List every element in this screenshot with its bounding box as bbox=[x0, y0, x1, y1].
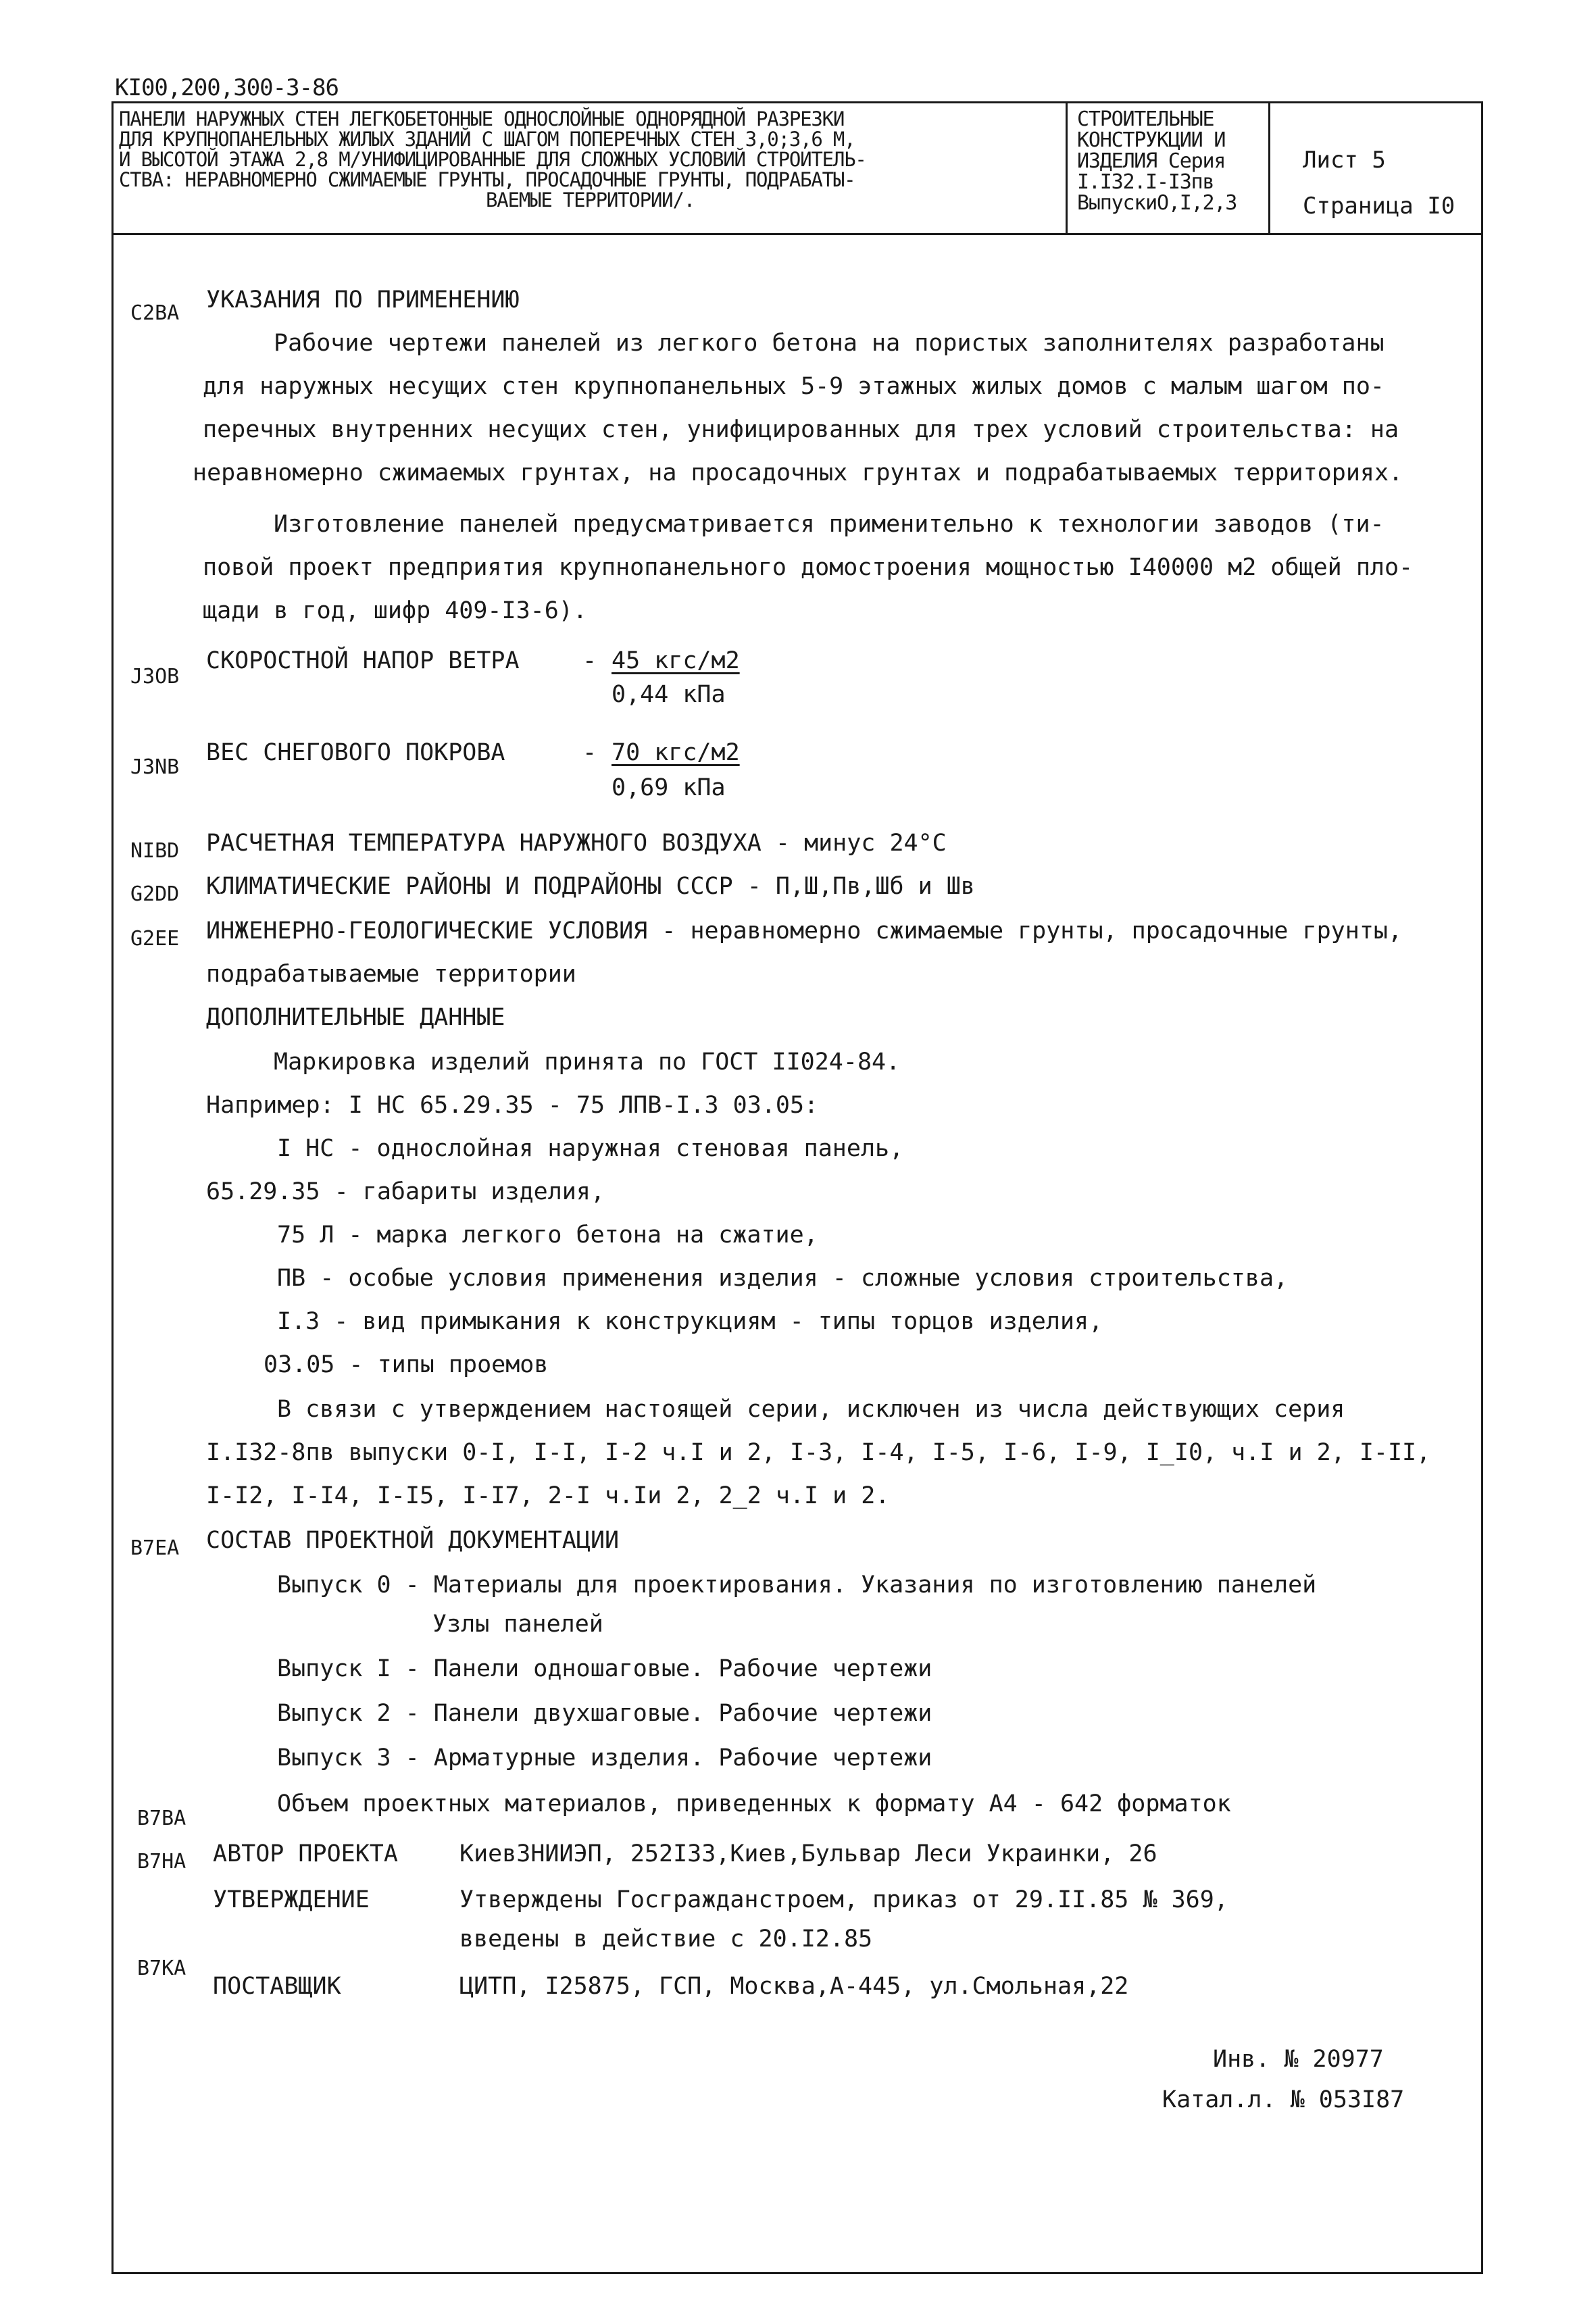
title-line: ВАЕМЫЕ ТЕРРИТОРИИ/. bbox=[486, 188, 695, 211]
series-line: ИЗДЕЛИЯ Серия bbox=[1077, 149, 1226, 173]
margin-code: B7EA bbox=[130, 1536, 180, 1560]
example-item: 03.05 - типы проемов bbox=[264, 1351, 549, 1378]
snow-dash: - bbox=[582, 739, 597, 766]
volume-line: Объем проектных материалов, приведенных к формату А4 - 642 форматок bbox=[277, 1790, 1231, 1817]
replaced-series-line: В связи с утверждением настоящей серии, исключен из числа действующих серия bbox=[277, 1396, 1345, 1423]
title-cell bbox=[114, 103, 1068, 233]
series-line: ВыпускиО,I,2,3 bbox=[1077, 191, 1237, 215]
margin-code: B7KA bbox=[137, 1957, 186, 1980]
sheet-cell bbox=[1270, 103, 1481, 233]
paragraph-line: щади в год, шифр 409-I3-6). bbox=[203, 597, 587, 624]
series-line: I.I32.I-I3пв bbox=[1077, 170, 1214, 194]
title-line: ДЛЯ КРУПНОПАНЕЛЬНЫХ ЖИЛЫХ ЗДАНИЙ С ШАГОМ ПОПЕРЕЧНЫХ СТЕН 3,0;3,6 М, bbox=[119, 128, 855, 151]
margin-code: B7BA bbox=[137, 1807, 186, 1830]
example-item: I НС - однослойная наружная стеновая панель, bbox=[277, 1135, 904, 1162]
issue-line: Выпуск 3 - Арматурные изделия. Рабочие чертежи bbox=[277, 1744, 932, 1771]
series-cell bbox=[1068, 103, 1270, 233]
paragraph-line: Рабочие чертежи панелей из легкого бетона на пористых заполнителях разработаны bbox=[274, 330, 1385, 357]
geology-line: подрабатываемые территории bbox=[206, 961, 576, 988]
wind-value-kgs: 45 кгс/м2 bbox=[612, 647, 740, 674]
inventory-number: Инв. № 20977 bbox=[1213, 2046, 1384, 2073]
example-item: I.3 - вид примыкания к конструкциям - типы торцов изделия, bbox=[277, 1308, 1103, 1335]
snow-value-kgs: 70 кгс/м2 bbox=[612, 739, 740, 766]
title-line: ПАНЕЛИ НАРУЖНЫХ СТЕН ЛЕГКОБЕТОННЫЕ ОДНОСЛОЙНЫЕ ОДНОРЯДНОЙ РАЗРЕЗКИ bbox=[119, 107, 845, 130]
wind-value-kpa: 0,44 кПа bbox=[612, 681, 726, 708]
approval-line: введены в действие с 20.I2.85 bbox=[459, 1926, 873, 1953]
issue-line: Выпуск 0 - Материалы для проектирования. Указания по изготовлению панелей bbox=[277, 1571, 1317, 1599]
margin-code: J3NB bbox=[130, 755, 180, 779]
paragraph-line: Изготовление панелей предусматривается применительно к технологии заводов (ти- bbox=[274, 511, 1385, 538]
marking-standard: Маркировка изделий принята по ГОСТ II024-84. bbox=[274, 1049, 901, 1076]
series-line: КОНСТРУКЦИИ И bbox=[1077, 128, 1226, 152]
design-temperature: РАСЧЕТНАЯ ТЕМПЕРАТУРА НАРУЖНОГО ВОЗДУХА - минус 24°C bbox=[206, 830, 947, 857]
document-code: КI00,200,300-3-86 bbox=[115, 74, 339, 101]
geology-line: ИНЖЕНЕРНО-ГЕОЛОГИЧЕСКИЕ УСЛОВИЯ - неравномерно сжимаемые грунты, просадочные грунты, bbox=[206, 917, 1403, 945]
section-heading-usage: УКАЗАНИЯ ПО ПРИМЕНЕНИЮ bbox=[206, 286, 520, 313]
wind-label: СКОРОСТНОЙ НАПОР ВЕТРА bbox=[206, 647, 520, 674]
wind-dash: - bbox=[582, 647, 597, 674]
catalog-number: Катал.л. № 053I87 bbox=[1162, 2086, 1405, 2113]
climate-regions: КЛИМАТИЧЕСКИЕ РАЙОНЫ И ПОДРАЙОНЫ СССР - П,Ш,Пв,Шб и Шв bbox=[206, 873, 975, 900]
replaced-series-line: I.I32-8пв выпуски 0-I, I-I, I-2 ч.I и 2, I-3, I-4, I-5, I-6, I-9, I_I0, ч.I и 2, I-II, bbox=[206, 1439, 1431, 1466]
paragraph-line: перечных внутренних несущих стен, унифицированных для трех условий строительства: на bbox=[203, 416, 1399, 443]
margin-code: G2DD bbox=[130, 882, 180, 906]
margin-code: NIBD bbox=[130, 839, 180, 863]
example-item: 65.29.35 - габариты изделия, bbox=[206, 1178, 605, 1205]
paragraph-line: для наружных несущих стен крупнопанельных 5-9 этажных жилых домов с малым шагом по- bbox=[203, 373, 1385, 400]
approval-line: Утверждены Госгражданстроем, приказ от 29.II.85 № 369, bbox=[459, 1886, 1228, 1913]
margin-code: C2BA bbox=[130, 301, 180, 325]
example-item: ПВ - особые условия применения изделия - сложные условия строительства, bbox=[277, 1265, 1289, 1292]
issue-line: Узлы панелей bbox=[432, 1611, 603, 1638]
snow-label: ВЕС СНЕГОВОГО ПОКРОВА bbox=[206, 739, 505, 766]
page-frame bbox=[111, 235, 1483, 2274]
margin-code: G2EE bbox=[130, 927, 180, 951]
title-line: СТВА: НЕРАВНОМЕРНО СЖИМАЕМЫЕ ГРУНТЫ, ПРОСАДОЧНЫЕ ГРУНТЫ, ПОДРАБАТЫ- bbox=[119, 168, 855, 191]
supplier-label: ПОСТАВЩИК bbox=[213, 1973, 341, 2000]
issue-line: Выпуск 2 - Панели двухшаговые. Рабочие чертежи bbox=[277, 1700, 932, 1727]
approval-label: УТВЕРЖДЕНИЕ bbox=[213, 1886, 370, 1913]
example-item: 75 Л - марка легкого бетона на сжатие, bbox=[277, 1222, 818, 1249]
margin-code: J3OB bbox=[130, 665, 180, 688]
page-number: Страница I0 bbox=[1303, 193, 1455, 220]
supplier-value: ЦИТП, I25875, ГСП, Москва,А-445, ул.Смольная,22 bbox=[459, 1973, 1129, 2000]
title-block bbox=[111, 101, 1483, 235]
author-label: АВТОР ПРОЕКТА bbox=[213, 1840, 398, 1867]
margin-code: B7HA bbox=[137, 1850, 186, 1873]
title-line: И ВЫСОТОЙ ЭТАЖА 2,8 М/УНИФИЦИРОВАННЫЕ ДЛЯ СЛОЖНЫХ УСЛОВИЙ СТРОИТЕЛЬ- bbox=[119, 148, 866, 171]
sheet-number: Лист 5 bbox=[1303, 147, 1386, 174]
issue-line: Выпуск I - Панели одношаговые. Рабочие чертежи bbox=[277, 1655, 932, 1682]
author-value: КиевЗНИИЭП, 252I33,Киев,Бульвар Леси Украинки, 26 bbox=[459, 1840, 1157, 1867]
paragraph-line: повой проект предприятия крупнопанельного домостроения мощностью I40000 м2 общей пло- bbox=[203, 554, 1414, 581]
replaced-series-line: I-I2, I-I4, I-I5, I-I7, 2-I ч.Iи 2, 2_2 ч.I и 2. bbox=[206, 1482, 890, 1509]
section-heading-extra: ДОПОЛНИТЕЛЬНЫЕ ДАННЫЕ bbox=[206, 1004, 505, 1031]
snow-value-kpa: 0,69 кПа bbox=[612, 774, 726, 801]
marking-example: Например: I НС 65.29.35 - 75 ЛПВ-I.3 03.05: bbox=[206, 1092, 819, 1119]
section-heading-composition: СОСТАВ ПРОЕКТНОЙ ДОКУМЕНТАЦИИ bbox=[206, 1527, 620, 1554]
paragraph-line: неравномерно сжимаемых грунтах, на просадочных грунтах и подрабатываемых территориях. bbox=[193, 459, 1403, 486]
series-line: СТРОИТЕЛЬНЫЕ bbox=[1077, 107, 1214, 131]
